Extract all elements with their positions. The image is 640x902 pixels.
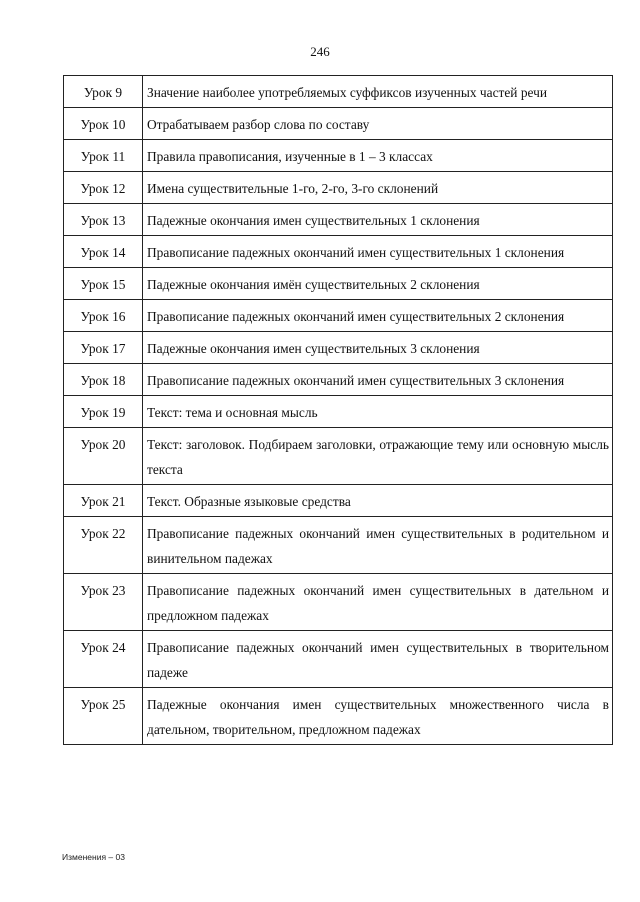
table-row [64, 268, 613, 300]
table-row [64, 364, 613, 396]
lesson-cell: Урок 17 [64, 332, 143, 364]
topic-cell: Текст: тема и основная мысль [143, 396, 613, 428]
topic-cell: Падежные окончания имен существительных 1 склонения [143, 204, 613, 236]
table-row [64, 332, 613, 364]
topic-cell: Правописание падежных окончаний имен существительных 2 склонения [143, 300, 613, 332]
lesson-cell: Урок 15 [64, 268, 143, 300]
lesson-cell: Урок 12 [64, 172, 143, 204]
topic-cell: Правила правописания, изученные в 1 – 3 классах [143, 140, 613, 172]
lesson-cell: Урок 10 [64, 108, 143, 140]
table-row [64, 631, 613, 688]
topic-cell: Имена существительные 1-го, 2-го, 3-го склонений [143, 172, 613, 204]
lesson-cell: Урок 25 [64, 688, 143, 745]
topic-cell: Правописание падежных окончаний имен существительных 3 склонения [143, 364, 613, 396]
lesson-cell: Урок 9 [64, 76, 143, 108]
topic-cell: Правописание падежных окончаний имен существительных в дательном и предложном падежах [143, 574, 613, 631]
topic-cell: Отрабатываем разбор слова по составу [143, 108, 613, 140]
topic-cell: Правописание падежных окончаний имен существительных 1 склонения [143, 236, 613, 268]
lesson-cell: Урок 18 [64, 364, 143, 396]
page-number: 246 [310, 44, 330, 59]
topic-cell: Значение наиболее употребляемых суффиксов изученных частей речи [143, 76, 613, 108]
topic-cell: Текст: заголовок. Подбираем заголовки, отражающие тему или основную мысль текста [143, 428, 613, 485]
table-row [64, 428, 613, 485]
topic-cell: Правописание падежных окончаний имен существительных в родительном и винительном падежах [143, 517, 613, 574]
lesson-cell: Урок 24 [64, 631, 143, 688]
topic-cell: Падежные окончания имён существительных 2 склонения [143, 268, 613, 300]
table-row [64, 396, 613, 428]
topic-cell: Правописание падежных окончаний имен существительных в творительном падеже [143, 631, 613, 688]
lesson-cell: Урок 14 [64, 236, 143, 268]
table-row [64, 300, 613, 332]
topic-cell: Текст. Образные языковые средства [143, 485, 613, 517]
table-row [64, 76, 613, 108]
lesson-cell: Урок 11 [64, 140, 143, 172]
table-row [64, 236, 613, 268]
lesson-cell: Урок 22 [64, 517, 143, 574]
topic-cell: Падежные окончания имен существительных 3 склонения [143, 332, 613, 364]
lesson-plan-table [63, 75, 613, 745]
table-row [64, 485, 613, 517]
lesson-cell: Урок 19 [64, 396, 143, 428]
topic-cell: Падежные окончания имен существительных множественного числа в дательном, творительном, предложном падежах [143, 688, 613, 745]
table-row [64, 172, 613, 204]
lesson-cell: Урок 20 [64, 428, 143, 485]
table-row [64, 517, 613, 574]
table-row [64, 574, 613, 631]
table-row [64, 204, 613, 236]
table-row [64, 688, 613, 745]
lesson-cell: Урок 21 [64, 485, 143, 517]
table-row [64, 140, 613, 172]
table-row [64, 108, 613, 140]
lesson-cell: Урок 16 [64, 300, 143, 332]
lesson-cell: Урок 23 [64, 574, 143, 631]
footer-note: Изменения – 03 [62, 852, 125, 862]
lesson-cell: Урок 13 [64, 204, 143, 236]
